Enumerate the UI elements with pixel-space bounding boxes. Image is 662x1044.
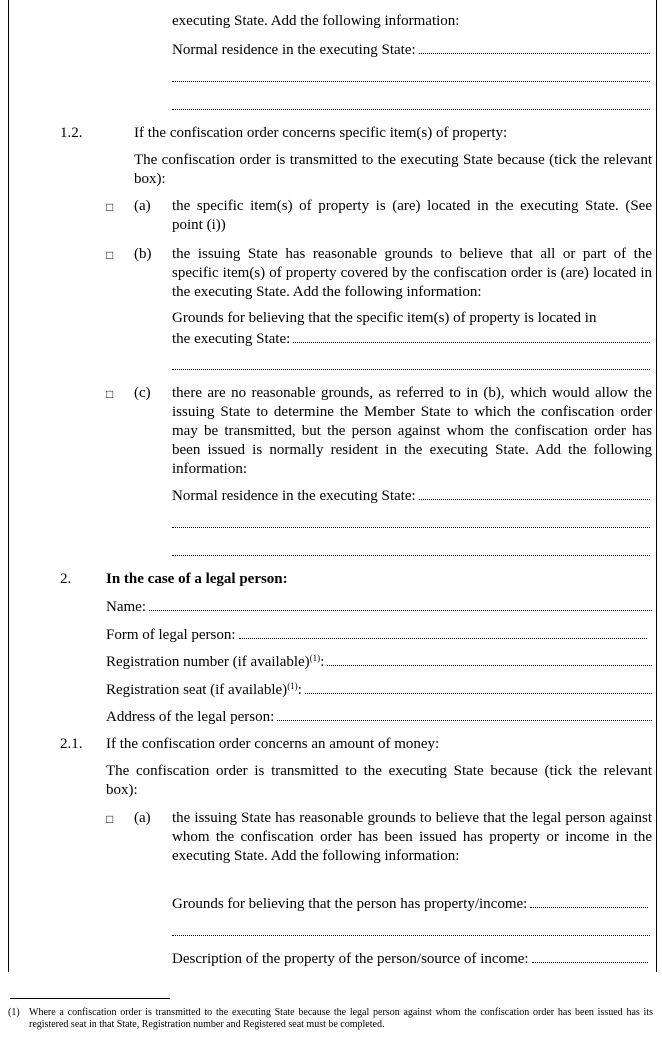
section-heading-2: In the case of a legal person:	[106, 571, 288, 587]
option-letter-1-2-b: (b)	[134, 246, 152, 262]
page-border-right	[656, 0, 657, 972]
address-dots	[277, 707, 652, 721]
registration-seat-field[interactable]	[106, 680, 652, 700]
residence-dots-1-2-c	[419, 486, 650, 500]
section-intro-1-2: The confiscation order is transmitted to the executing State because (tick the relevant box):	[134, 152, 652, 187]
grounds-dots-line-2-2-1-a[interactable]	[172, 934, 650, 936]
grounds-line-1-2-b: Grounds for believing that the specific item(s) of property is located in	[172, 310, 597, 326]
checkbox-1-2-c[interactable]: □	[106, 387, 114, 401]
section-heading-2-1: If the confiscation order concerns an amount of money:	[106, 736, 440, 752]
residence-dots-line-2-1-2-c[interactable]	[172, 526, 650, 528]
checkbox-1-2-a[interactable]: □	[106, 200, 114, 214]
registration-number-label: Registration number (if available)$^{(1)}$:	[106, 653, 325, 670]
residence-field-1-2-c[interactable]	[172, 486, 650, 506]
option-text-1-2-b: the issuing State has reasonable grounds to believe that all or part of the specific item(s) of property covered by the confiscation order is (are) located in the executing State. Add the following information:	[172, 246, 652, 300]
address-field[interactable]	[106, 707, 652, 727]
residence-dots-top	[419, 40, 650, 54]
footnote-text: Where a confiscation order is transmitted to the executing State because the legal person against whom the confiscation order has been issued has its registered seat in that State, Registration number and Registered seat must be completed.	[29, 1007, 653, 1030]
registration-seat-label: Registration seat (if available)$^{(1)}$:	[106, 681, 302, 698]
checkbox-1-2-b[interactable]: □	[106, 248, 114, 262]
checkbox-2-1-a[interactable]: □	[106, 812, 114, 826]
registration-number-field[interactable]	[106, 652, 652, 672]
grounds-dots-line-2-1-2-b[interactable]	[172, 368, 650, 370]
residence-dots-line-3[interactable]	[172, 108, 650, 110]
section-number-2: 2.	[60, 571, 72, 587]
address-label: Address of the legal person:	[106, 709, 275, 725]
option-letter-1-2-c: (c)	[134, 385, 151, 401]
residence-dots-line-2[interactable]	[172, 80, 650, 82]
section-number-2-1: 2.1.	[60, 736, 83, 752]
option-letter-2-1-a: (a)	[134, 810, 151, 826]
grounds-field-1-2-b[interactable]	[172, 329, 650, 349]
residence-field-top[interactable]	[172, 40, 650, 60]
registration-number-dots	[327, 652, 652, 666]
footnote-ref-reg-seat[interactable]: (1)	[287, 681, 298, 691]
description-field-2-1-a[interactable]	[172, 949, 648, 969]
grounds-dots-1-2-b	[293, 329, 650, 343]
form-of-legal-person-label: Form of legal person:	[106, 627, 236, 643]
residence-label-1-2-c: Normal residence in the executing State:	[172, 488, 416, 504]
option-letter-1-2-a: (a)	[134, 198, 151, 214]
option-text-1-2-c: there are no reasonable grounds, as referred to in (b), which would allow the issuing State to determine the Member State to which the confiscation order may be transmitted, but the person against whom the confiscation order has been issued is normally resident in the executing State. Add the following information:	[172, 385, 652, 477]
name-label: Name:	[106, 599, 146, 615]
form-of-legal-person-field[interactable]	[106, 625, 647, 645]
grounds-field-2-1-a[interactable]	[172, 894, 648, 914]
description-dots-2-1-a	[532, 949, 648, 963]
form-of-legal-person-dots	[239, 625, 647, 639]
section-intro-2-1: The confiscation order is transmitted to the executing State because (tick the relevant box):	[106, 763, 652, 798]
option-text-2-1-a: the issuing State has reasonable grounds to believe that the legal person against whom the confiscation order has been issued has property or income in the executing State. Add the following information:	[172, 810, 652, 864]
footnote-ref-reg-number[interactable]: (1)	[309, 653, 321, 663]
grounds-label-1-2-b: the executing State:	[172, 331, 291, 347]
registration-seat-dots	[305, 680, 652, 694]
option-text-1-2-a: the specific item(s) of property is (are) located in the executing State. (See point (i))	[172, 198, 652, 233]
footnote-separator	[10, 998, 170, 999]
footnote-number: (1)	[8, 1007, 20, 1018]
section-heading-1-2: If the confiscation order concerns specific item(s) of property:	[134, 125, 508, 141]
description-label-2-1-a: Description of the property of the person/source of income:	[172, 951, 529, 967]
section-number-1-2: 1.2.	[60, 125, 83, 141]
residence-dots-line-3-1-2-c[interactable]	[172, 554, 650, 556]
grounds-dots-2-1-a	[530, 894, 648, 908]
continuation-line: executing State. Add the following information:	[172, 13, 460, 29]
name-field[interactable]	[106, 597, 652, 617]
page-border-left	[8, 0, 9, 972]
name-dots	[149, 597, 652, 611]
residence-label-top: Normal residence in the executing State:	[172, 42, 416, 58]
grounds-label-2-1-a: Grounds for believing that the person has property/income:	[172, 896, 528, 912]
